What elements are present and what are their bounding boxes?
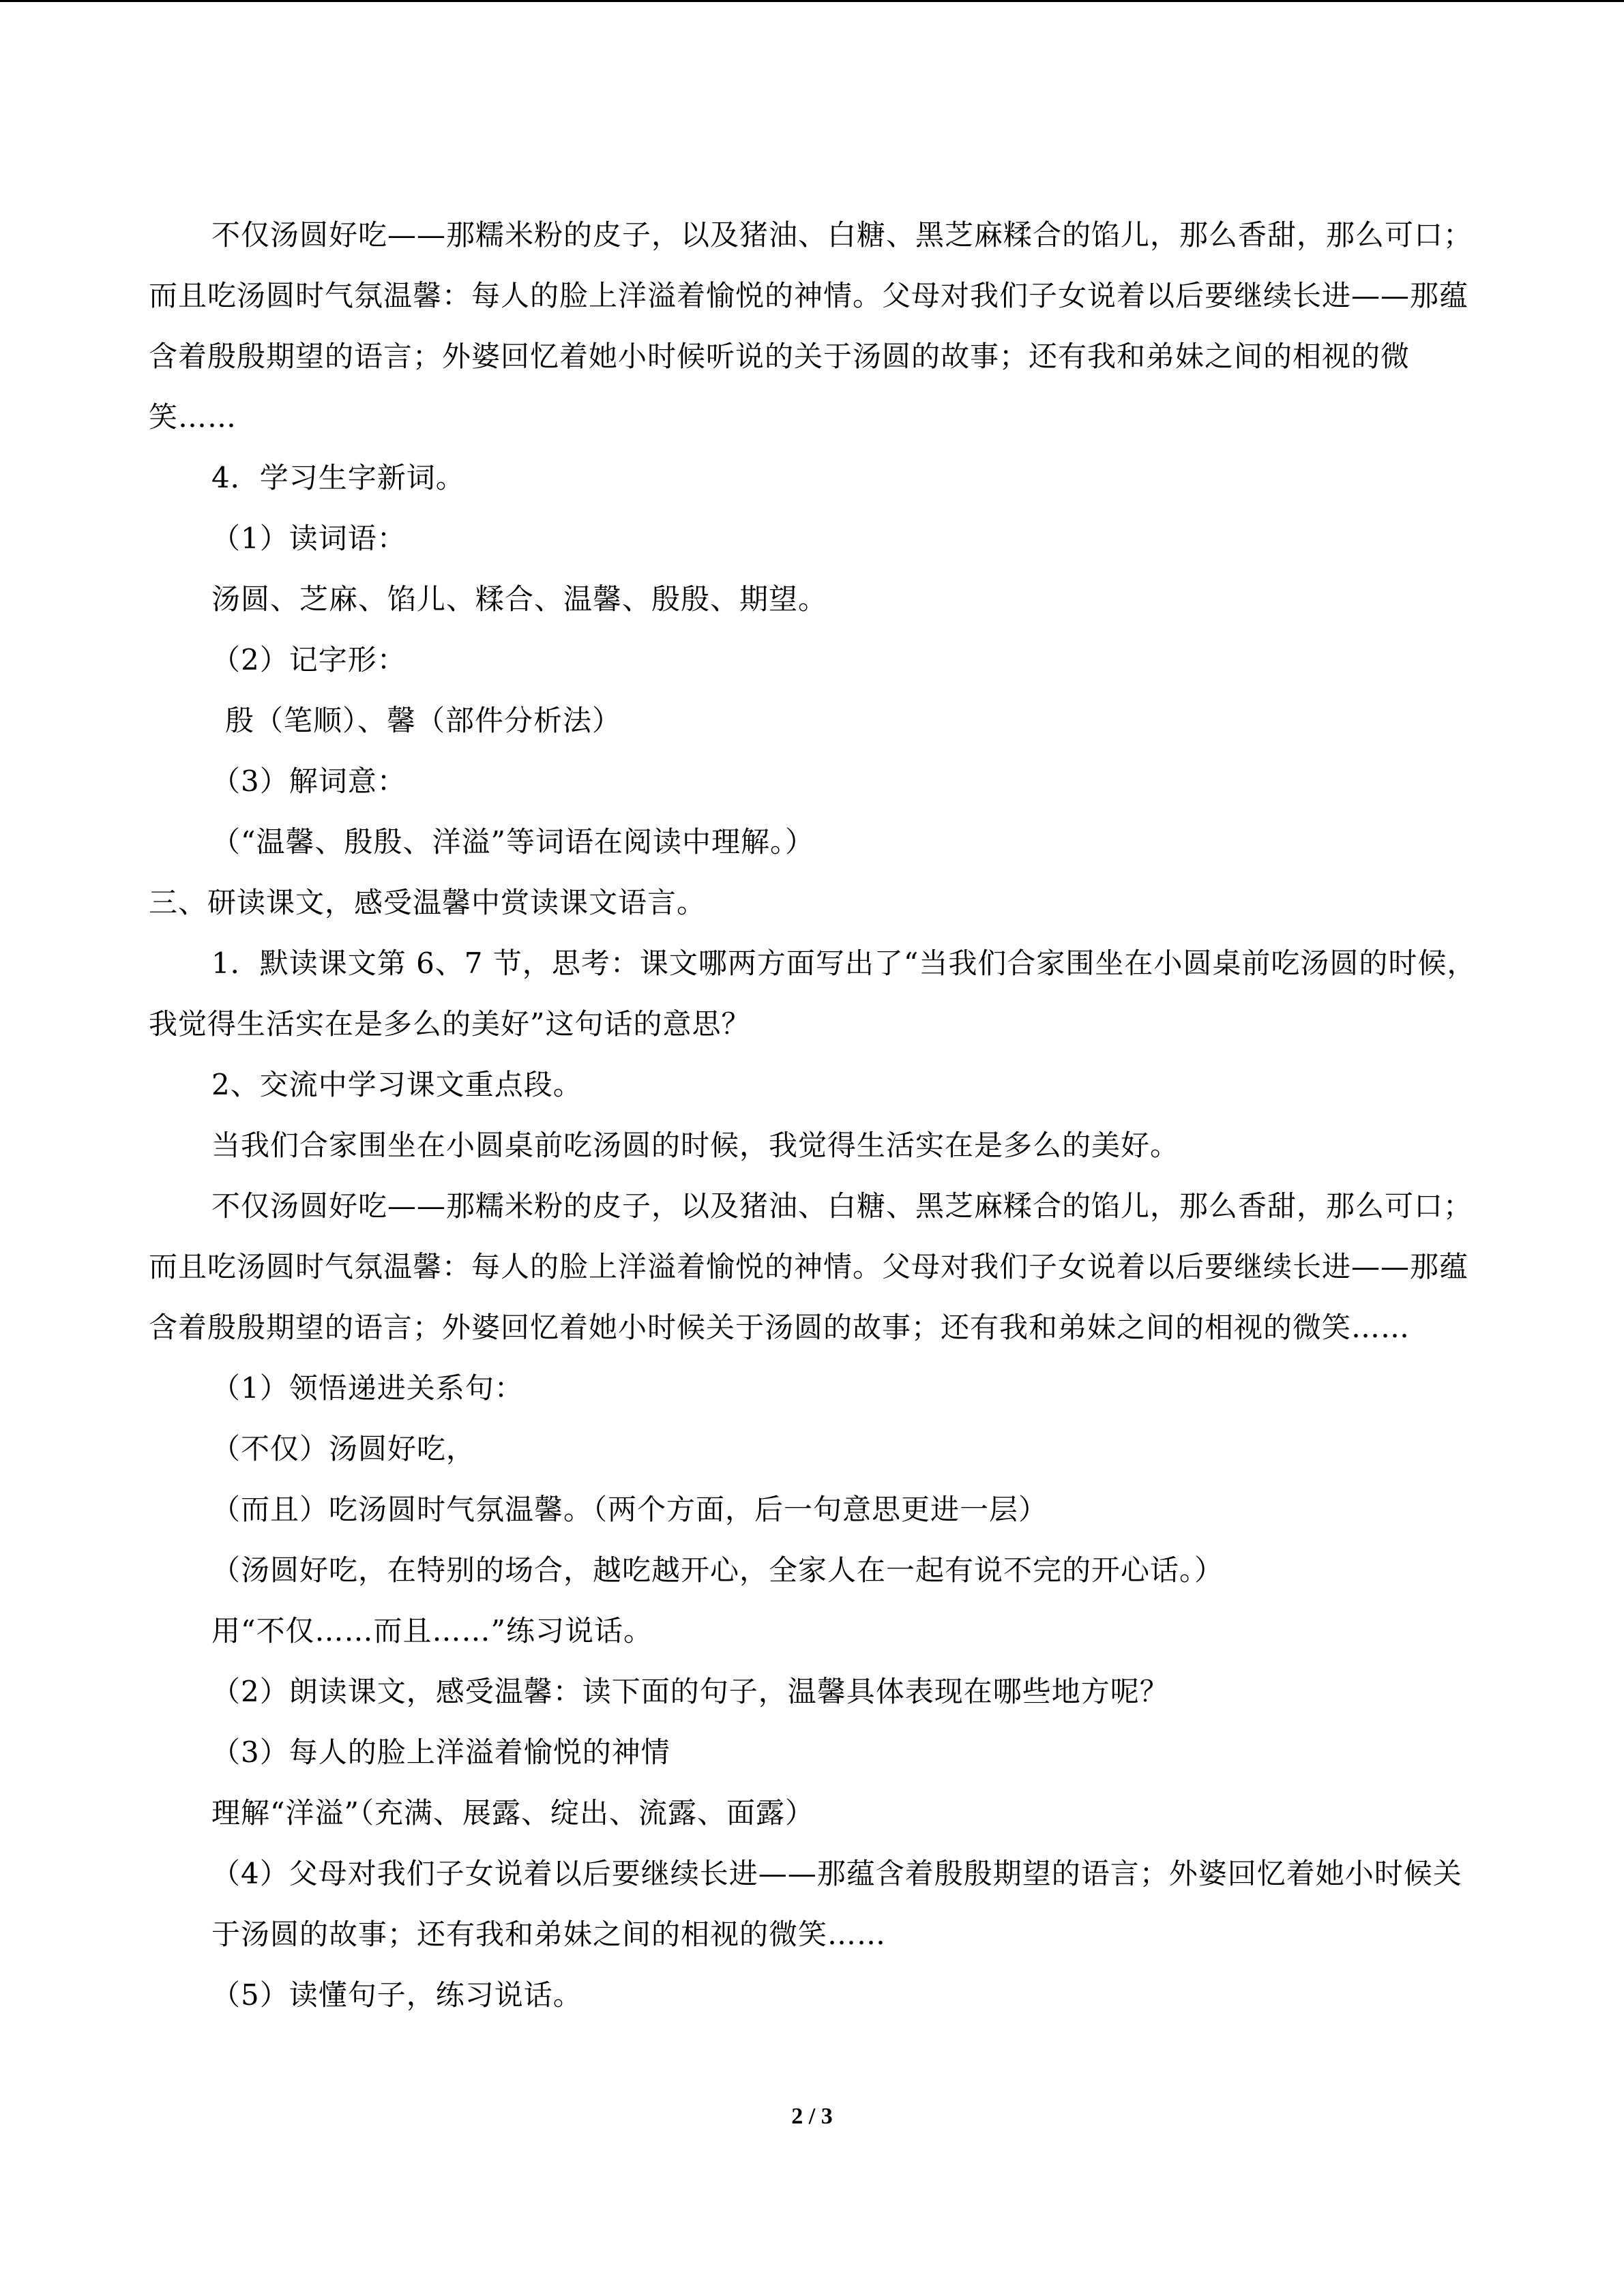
- character-form-note: 殷（笔顺）、馨（部件分析法）: [225, 704, 622, 737]
- task-key-paragraph: 2、交流中学习课文重点段。: [211, 1068, 582, 1101]
- item-progressive-relation: （1）领悟递进关系句：: [211, 1371, 524, 1405]
- paragraph-tangyuan-description: 不仅汤圆好吃——那糯米粉的皮子，以及猪油、白糖、黑芝麻糅合的馅儿，那么香甜，那么可口；而且吃汤圆时气氛温馨：每人的脸上洋溢着愉悦的神情。父母对我们子女说着以后要继续长进——那蕴含着殷殷期望的语言；外婆回忆着她小时候听说的关于汤圆的故事；还有我和弟妹之间的相视的微笑……: [149, 218, 1473, 434]
- item-read-aloud: （2）朗读课文，感受温馨：读下面的句子，温馨具体表现在哪些地方呢？: [211, 1675, 1169, 1708]
- key-paragraph-quote: 不仅汤圆好吃——那糯米粉的皮子，以及猪油、白糖、黑芝麻糅合的馅儿，那么香甜，那么可口；而且吃汤圆时气氛温馨：每人的脸上洋溢着愉悦的神情。父母对我们子女说着以后要继续长进——那蕴含着殷殷期望的语言；外婆回忆着她小时候关于汤圆的故事；还有我和弟妹之间的相视的微笑……: [149, 1189, 1473, 1344]
- example-not-only: （不仅）汤圆好吃，: [211, 1432, 476, 1465]
- task-silent-reading: 1．默读课文第 6、7 节，思考：课文哪两方面写出了“当我们合家围坐在小圆桌前吃汤圆的时候，我觉得生活实在是多么的美好”这句话的意思？: [149, 946, 1477, 1041]
- practice-speaking: 用“不仅……而且……”练习说话。: [211, 1614, 653, 1648]
- subheading-character-form: （2）记字形：: [211, 643, 407, 676]
- section-heading-study-text: 三、研读课文，感受温馨中赏读课文语言。: [149, 886, 707, 919]
- subheading-read-words: （1）读词语：: [211, 522, 407, 555]
- document-body: [149, 205, 1486, 2025]
- item-faces-sentence: （3）每人的脸上洋溢着愉悦的神情: [211, 1735, 670, 1769]
- page-number: 2 / 3: [791, 2104, 833, 2129]
- subheading-word-meaning: （3）解词意：: [211, 764, 407, 798]
- section-heading-learn-new-words: 4．学习生字新词。: [211, 461, 465, 494]
- item-parents-sentence: （4）父母对我们子女说着以后要继续长进——那蕴含着殷殷期望的语言；外婆回忆着她小时候关于汤圆的故事；还有我和弟妹之间的相视的微笑……: [211, 1857, 1462, 1951]
- example-explanation: （汤圆好吃，在特别的场合，越吃越开心，全家人在一起有说不完的开心话。）: [211, 1553, 1224, 1587]
- top-border-line: [0, 0, 1624, 2]
- word-meaning-note: （“温馨、殷殷、洋溢”等词语在阅读中理解。）: [211, 825, 814, 859]
- word-list: 汤圆、芝麻、馅儿、糅合、温馨、殷殷、期望。: [211, 582, 828, 616]
- item-understand-practice: （5）读懂句子，练习说话。: [211, 1978, 582, 2012]
- understand-overflowing: 理解“洋溢”（充满、展露、绽出、流露、面露）: [211, 1796, 814, 1830]
- key-sentence: 当我们合家围坐在小圆桌前吃汤圆的时候，我觉得生活实在是多么的美好。: [211, 1129, 1180, 1162]
- example-but-also: （而且）吃汤圆时气氛温馨。（两个方面，后一句意思更进一层）: [211, 1493, 1048, 1526]
